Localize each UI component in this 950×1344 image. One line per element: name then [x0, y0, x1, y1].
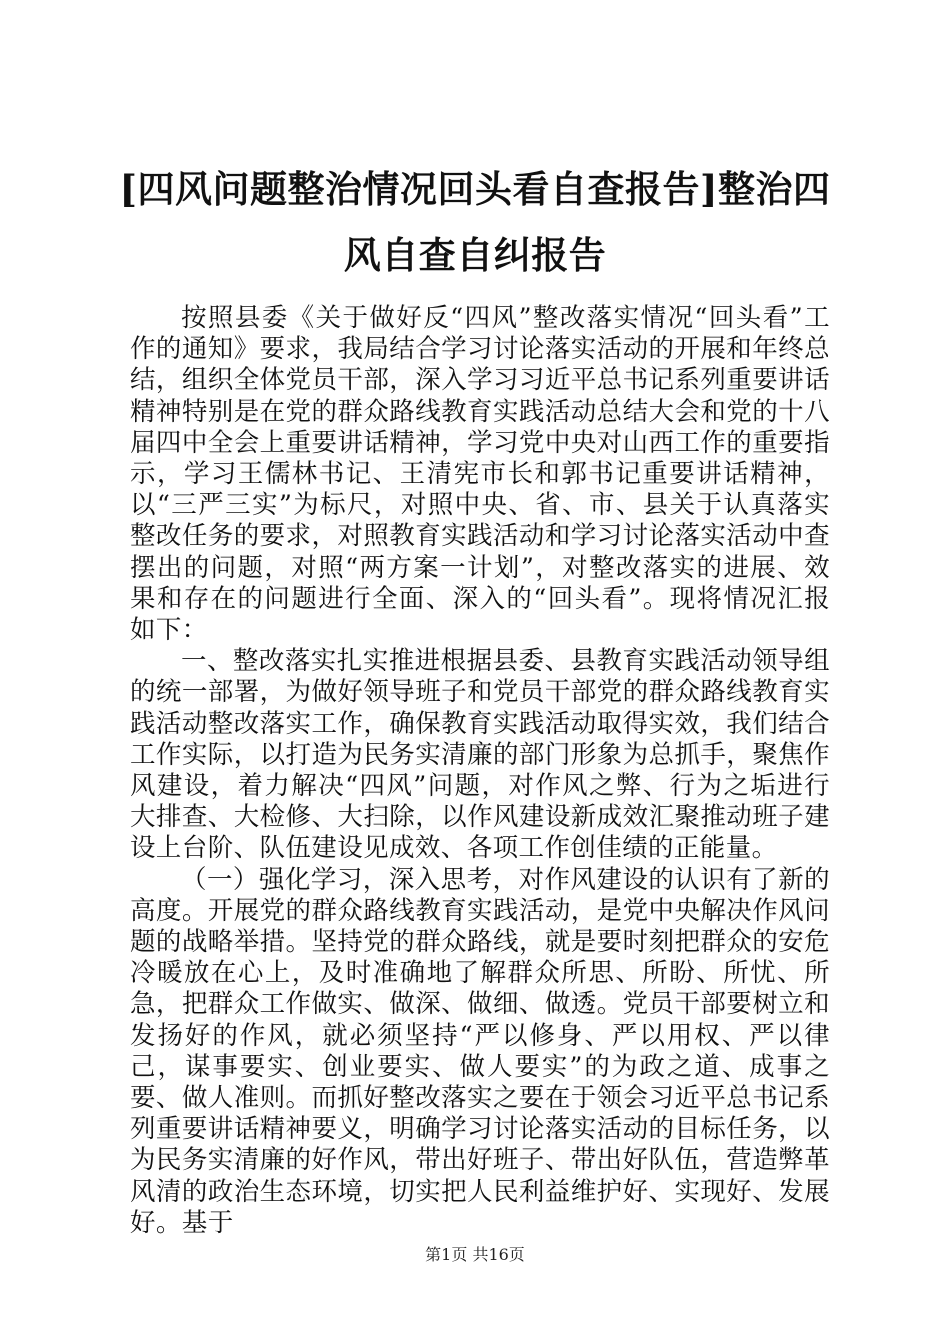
- paragraph-subsection-one: （一）强化学习，深入思考，对作风建设的认识有了新的高度。开展党的群众路线教育实践活动，是党中央解决作风问题的战略举措。坚持党的群众路线，就是要时刻把群众的安危冷暖放在心上，及时准确地了解群众所思、所盼、所忧、所急，把群众工作做实、做深、做细、做透。党员干部要树立和发扬好的作风，就必须坚持“严以修身、严以用权、严以律己，谋事要实、创业要实、做人要实”的为政之道、成事之要、做人准则。而抓好整改落实之要在于领会习近平总书记系列重要讲话精神要义，明确学习讨论落实活动的目标任务，以为民务实清廉的好作风，带出好班子、带出好队伍，营造弊革风清的政治生态环境，切实把人民利益维护好、实现好、发展好。基于: [130, 864, 830, 1238]
- paragraph-intro: 按照县委《关于做好反“四风”整改落实情况“回头看”工作的通知》要求，我局结合学习讨论落实活动的开展和年终总结，组织全体党员干部，深入学习习近平总书记系列重要讲话精神特别是在党的群众路线教育实践活动总结大会和党的十八届四中全会上重要讲话精神，学习党中央对山西工作的重要指示，学习王儒林书记、王清宪市长和郭书记重要讲话精神，以“三严三实”为标尺，对照中央、省、市、县关于认真落实整改任务的要求，对照教育实践活动和学习讨论落实活动中查摆出的问题，对照“两方案一计划”，对整改落实的进展、效果和存在的问题进行全面、深入的“回头看”。现将情况汇报如下：: [130, 303, 830, 646]
- document-body: [130, 303, 830, 1239]
- paragraph-section-one: 一、整改落实扎实推进根据县委、县教育实践活动领导组的统一部署，为做好领导班子和党员干部党的群众路线教育实践活动整改落实工作，确保教育实践活动取得实效，我们结合工作实际，以打造为民务实清廉的部门形象为总抓手，聚焦作风建设，着力解决“四风”问题，对作风之弊、行为之垢进行大排查、大检修、大扫除，以作风建设新成效汇聚推动班子建设上台阶、队伍建设见成效、各项工作创佳绩的正能量。: [130, 646, 830, 864]
- page-footer: 第1页 共16页: [425, 1245, 525, 1264]
- document-title: [四风问题整治情况回头看自查报告]整治四风自查自纠报告: [119, 167, 831, 277]
